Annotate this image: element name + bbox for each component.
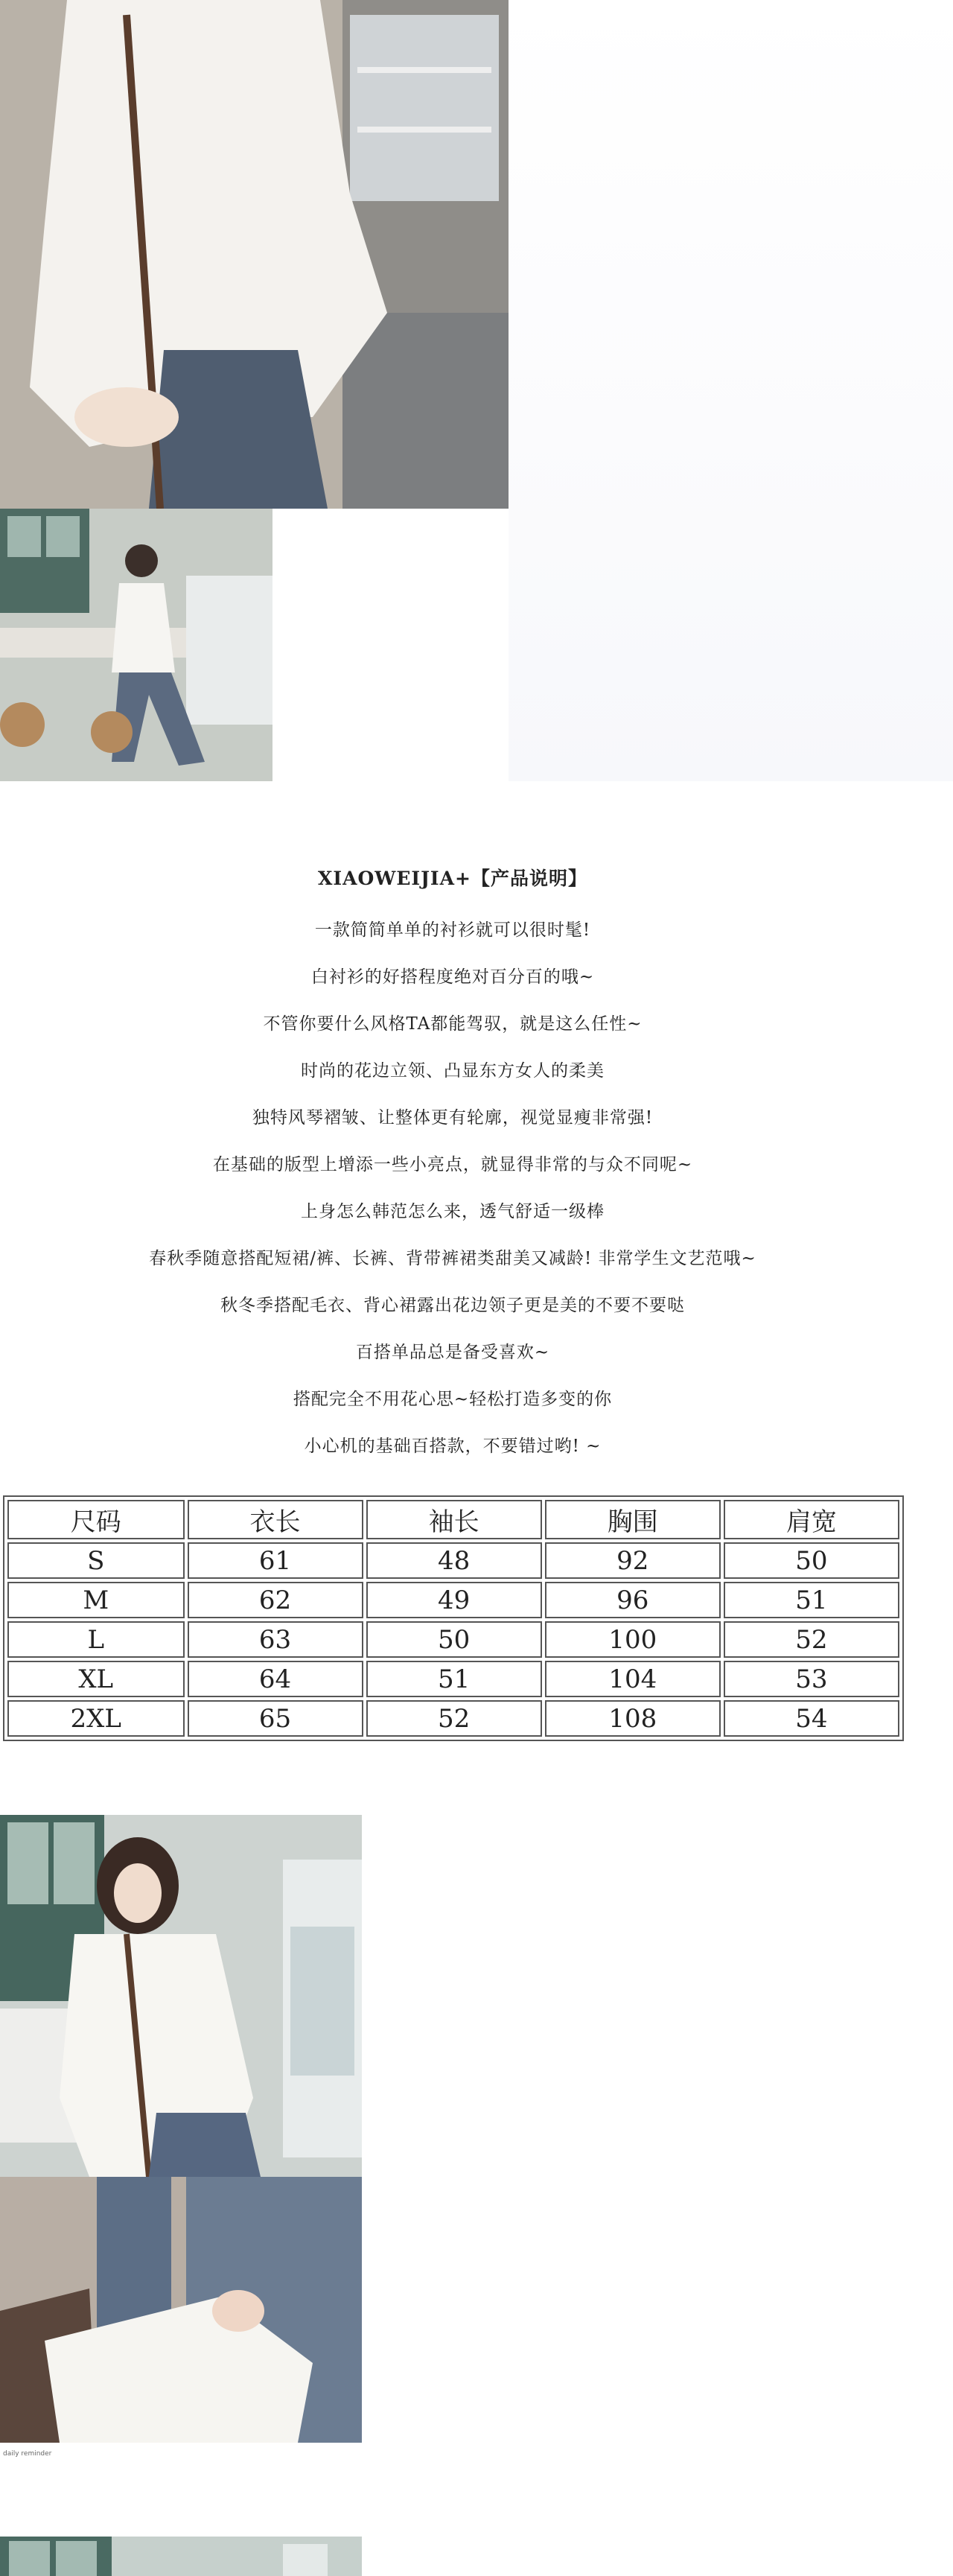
cell-length: 65 bbox=[188, 1700, 363, 1737]
description-line: 百搭单品总是备受喜欢~ bbox=[355, 1343, 550, 1362]
photo-caption: daily reminder bbox=[3, 2450, 52, 2458]
table-row bbox=[7, 1582, 899, 1618]
cell-size: 2XL bbox=[7, 1700, 185, 1737]
cell-sleeve: 52 bbox=[366, 1700, 542, 1737]
header-bust: 胸围 bbox=[545, 1500, 721, 1539]
table-header-row bbox=[7, 1500, 899, 1539]
header-size: 尺码 bbox=[7, 1500, 185, 1539]
table-row bbox=[7, 1661, 899, 1697]
cell-bust: 100 bbox=[545, 1621, 721, 1658]
description-line: 独特风琴褶皱、让整体更有轮廓，视觉显瘦非常强! bbox=[252, 1108, 654, 1128]
table-row bbox=[7, 1700, 899, 1737]
background-wash bbox=[509, 0, 953, 781]
cell-length: 63 bbox=[188, 1621, 363, 1658]
header-length: 衣长 bbox=[188, 1500, 363, 1539]
product-description bbox=[0, 864, 905, 1470]
header-shoulder: 肩宽 bbox=[724, 1500, 899, 1539]
cell-bust: 96 bbox=[545, 1582, 721, 1618]
description-line: 在基础的版型上增添一些小亮点，就显得非常的与众不同呢~ bbox=[212, 1155, 693, 1174]
description-line: 不管你要什么风格TA都能驾驭，就是这么任性~ bbox=[263, 1014, 643, 1034]
cell-shoulder: 51 bbox=[724, 1582, 899, 1618]
cell-length: 64 bbox=[188, 1661, 363, 1697]
product-photo-model-cafe bbox=[0, 1815, 362, 2177]
description-line: 春秋季随意搭配短裙/裤、长裤、背带裤裙类甜美又减龄! 非常学生文艺范哦~ bbox=[149, 1249, 756, 1268]
cell-size: L bbox=[7, 1621, 185, 1658]
size-chart-table bbox=[3, 1495, 904, 1741]
header-sleeve: 袖长 bbox=[366, 1500, 542, 1539]
cell-sleeve: 48 bbox=[366, 1542, 542, 1579]
cell-size: S bbox=[7, 1542, 185, 1579]
cell-shoulder: 54 bbox=[724, 1700, 899, 1737]
cell-shoulder: 50 bbox=[724, 1542, 899, 1579]
description-line: 白衬衫的好搭程度绝对百分百的哦~ bbox=[310, 967, 595, 987]
description-line: 一款简简单单的衬衫就可以很时髦! bbox=[314, 920, 591, 940]
cell-length: 61 bbox=[188, 1542, 363, 1579]
description-line: 秋冬季搭配毛衣、背心裙露出花边领子更是美的不要不要哒 bbox=[220, 1296, 685, 1315]
cell-length: 62 bbox=[188, 1582, 363, 1618]
product-photo-partial bbox=[0, 2537, 362, 2576]
cell-size: M bbox=[7, 1582, 185, 1618]
cell-bust: 104 bbox=[545, 1661, 721, 1697]
product-photo-closeup bbox=[0, 0, 509, 509]
cell-sleeve: 49 bbox=[366, 1582, 542, 1618]
description-line: 小心机的基础百搭款，不要错过哟! ~ bbox=[304, 1437, 602, 1456]
cell-bust: 108 bbox=[545, 1700, 721, 1737]
cell-shoulder: 53 bbox=[724, 1661, 899, 1697]
product-photo-sleeve-detail bbox=[0, 2177, 362, 2443]
description-line: 搭配完全不用花心思~轻松打造多变的你 bbox=[293, 1390, 613, 1409]
cell-sleeve: 51 bbox=[366, 1661, 542, 1697]
product-photo-fullbody bbox=[0, 509, 272, 781]
table-row bbox=[7, 1542, 899, 1579]
cell-size: XL bbox=[7, 1661, 185, 1697]
cell-sleeve: 50 bbox=[366, 1621, 542, 1658]
table-row bbox=[7, 1621, 899, 1658]
description-title: XIAOWEIJIA+【产品说明】 bbox=[318, 868, 587, 889]
cell-shoulder: 52 bbox=[724, 1621, 899, 1658]
description-line: 时尚的花边立领、凸显东方女人的柔美 bbox=[301, 1061, 605, 1081]
description-line: 上身怎么韩范怎么来，透气舒适一级棒 bbox=[301, 1202, 605, 1221]
cell-bust: 92 bbox=[545, 1542, 721, 1579]
